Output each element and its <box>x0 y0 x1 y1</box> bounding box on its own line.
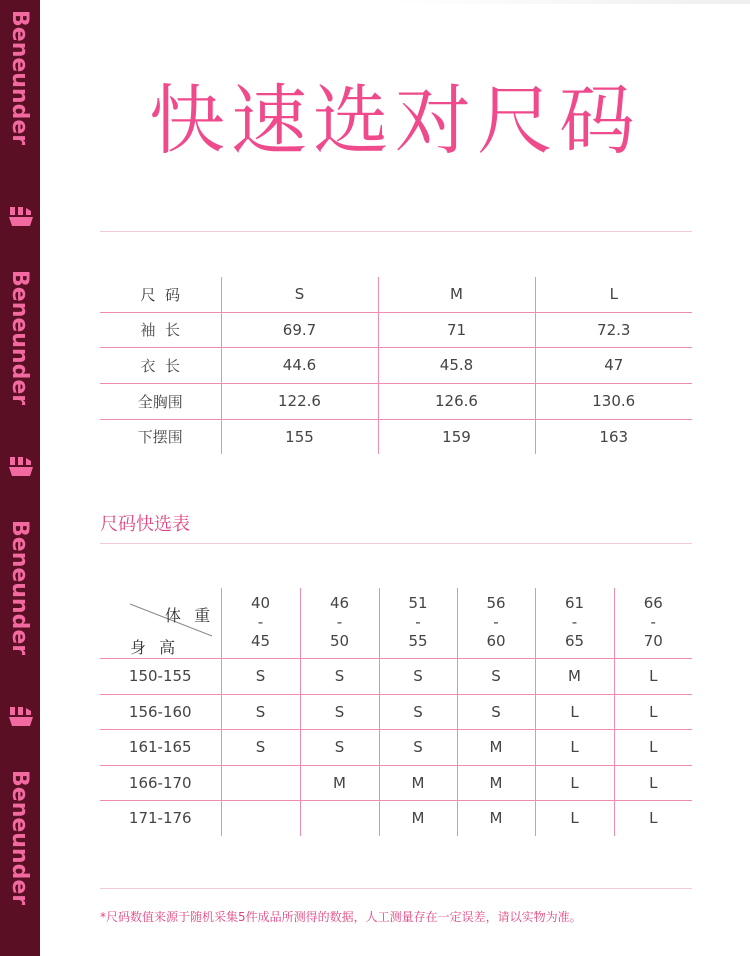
height-axis-label: 身 高 <box>130 638 180 657</box>
height-cell: 156-160 <box>100 694 221 729</box>
weight-dash: - <box>336 613 343 632</box>
weight-value: 55 <box>408 632 428 651</box>
size-cell: L <box>614 658 692 694</box>
table-row <box>100 383 692 419</box>
divider <box>100 888 692 889</box>
table-cell: 155 <box>221 419 378 454</box>
size-cell: S <box>457 658 535 694</box>
table-header-cell: L <box>535 277 692 312</box>
table-cell: 47 <box>535 347 692 383</box>
size-cell: L <box>535 729 614 765</box>
weight-value: 66 <box>643 594 663 613</box>
height-cell: 150-155 <box>100 658 221 694</box>
table-cell: 72.3 <box>535 312 692 347</box>
weight-cell <box>379 588 457 658</box>
weight-cell <box>221 588 300 658</box>
table-row <box>100 765 692 800</box>
brand-wordmark: Beneunder <box>7 770 32 906</box>
size-cell: M <box>457 729 535 765</box>
size-cell: M <box>457 800 535 836</box>
top-fade <box>390 0 750 4</box>
divider <box>100 543 692 544</box>
weight-value: 50 <box>329 632 350 651</box>
weight-cell <box>457 588 535 658</box>
table-cell: 122.6 <box>221 383 378 419</box>
weight-cell <box>614 588 692 658</box>
height-cell: 166-170 <box>100 765 221 800</box>
size-cell: S <box>300 694 379 729</box>
table-header-cell: M <box>378 277 535 312</box>
table-cell: 45.8 <box>378 347 535 383</box>
size-cell: S <box>379 694 457 729</box>
size-cell: S <box>221 694 300 729</box>
table-cell: 163 <box>535 419 692 454</box>
size-cell: L <box>614 765 692 800</box>
weight-cell <box>300 588 379 658</box>
size-cell <box>300 800 379 836</box>
weight-value: 51 <box>408 594 428 613</box>
size-cell: S <box>221 658 300 694</box>
weight-value: 40 <box>250 594 271 613</box>
brand-wordmark: Beneunder <box>7 520 32 656</box>
weight-dash: - <box>257 613 264 632</box>
size-cell <box>221 765 300 800</box>
size-cell: M <box>457 765 535 800</box>
table-header-row <box>100 277 692 312</box>
brand-wordmark: Beneunder <box>7 10 32 146</box>
weight-value: 60 <box>486 632 506 651</box>
table-cell: 71 <box>378 312 535 347</box>
table-row <box>100 347 692 383</box>
table-row <box>100 658 692 694</box>
table-cell: 159 <box>378 419 535 454</box>
row-label: 衣 长 <box>100 347 221 383</box>
size-cell <box>221 800 300 836</box>
table-row <box>100 419 692 454</box>
table-cell: 130.6 <box>535 383 692 419</box>
size-cell: M <box>535 658 614 694</box>
weight-dash: - <box>415 613 421 632</box>
brand-strip <box>0 0 40 956</box>
size-cell: L <box>535 694 614 729</box>
height-cell: 161-165 <box>100 729 221 765</box>
divider <box>100 231 692 232</box>
row-label: 袖 长 <box>100 312 221 347</box>
size-cell: L <box>614 800 692 836</box>
footnote: *尺码数值来源于随机采集5件成品所测得的数据，人工测量存在一定误差，请以实物为准。 <box>100 910 582 924</box>
weight-axis-label: 体 重 <box>165 606 215 625</box>
brand-wordmark: Beneunder <box>7 270 32 406</box>
size-cell: L <box>535 800 614 836</box>
table-header-cell: 尺 码 <box>100 277 221 312</box>
table-row <box>100 312 692 347</box>
table-cell: 126.6 <box>378 383 535 419</box>
weight-cell <box>535 588 614 658</box>
weight-dash: - <box>650 613 656 632</box>
height-cell: 171-176 <box>128 809 192 828</box>
table-header-cell: S <box>221 277 378 312</box>
table-cell: 44.6 <box>221 347 378 383</box>
table-row <box>100 694 692 729</box>
size-cell: S <box>300 729 379 765</box>
weight-value: 45 <box>250 632 271 651</box>
weight-value: 65 <box>564 632 585 651</box>
section-title: 尺码快选表 <box>100 514 190 535</box>
weight-value: 61 <box>564 594 585 613</box>
size-cell: M <box>379 765 457 800</box>
size-cell: S <box>300 658 379 694</box>
size-table <box>100 277 692 454</box>
weight-value: 46 <box>329 594 350 613</box>
page-title: 快速选对尺码 <box>149 76 641 165</box>
table-row <box>100 800 692 836</box>
table-row <box>100 729 692 765</box>
size-cell: S <box>457 694 535 729</box>
size-cell: S <box>379 658 457 694</box>
weight-dash: - <box>571 613 578 632</box>
size-cell: S <box>379 729 457 765</box>
brand-logo-icon <box>8 705 34 727</box>
row-label: 全胸围 <box>100 383 221 419</box>
brand-logo-icon <box>8 455 34 477</box>
size-cell: M <box>379 800 457 836</box>
size-cell: L <box>614 729 692 765</box>
weight-dash: - <box>493 613 499 632</box>
weight-value: 56 <box>486 594 506 613</box>
brand-logo-icon <box>8 205 34 227</box>
size-cell: L <box>614 694 692 729</box>
row-label: 下摆围 <box>137 428 183 447</box>
size-cell: S <box>221 729 300 765</box>
size-cell: M <box>300 765 379 800</box>
weight-value: 70 <box>643 632 663 651</box>
size-cell: L <box>535 765 614 800</box>
table-cell: 69.7 <box>221 312 378 347</box>
